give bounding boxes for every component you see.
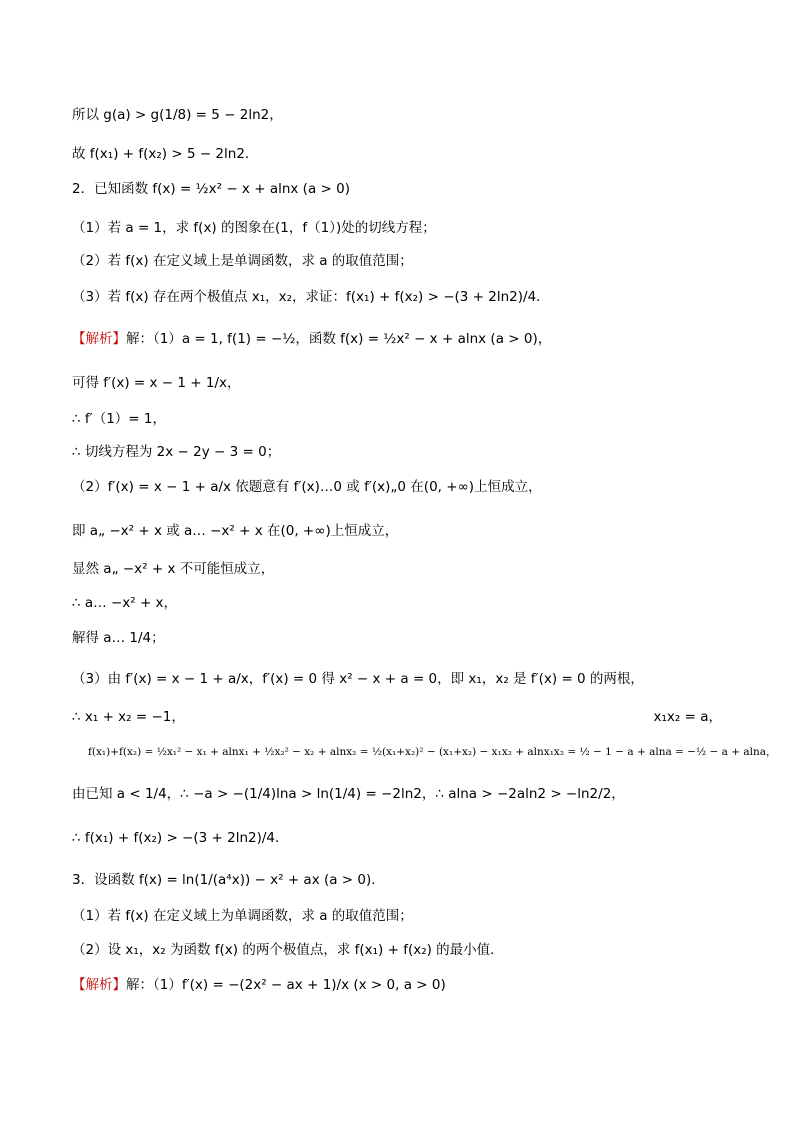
analysis-tag: 【解析】: [72, 977, 126, 993]
solution-line: ∴ 切线方程为 2x − 2y − 3 = 0；: [72, 444, 281, 460]
problem-2-part-3: （3）若 f(x) 存在两个极值点 x₁，x₂，求证：f(x₁) + f(x₂) > −(3 + 2ln2)/4．: [72, 289, 550, 305]
solution-line: ∴ a… −x² + x，: [72, 595, 178, 611]
problem-2-part-2: （2）若 f(x) 在定义域上是单调函数，求 a 的取值范围；: [72, 253, 413, 269]
solution-line: ∴ f(x₁) + f(x₂) > −(3 + 2ln2)/4．: [72, 830, 289, 846]
solution-line: 由已知 a < 1/4，∴ −a > −(1/4)lna > ln(1/4) = −2ln2，∴ alna > −2aln2 > −ln2/2，: [72, 786, 625, 802]
solution-2-start: [72, 330, 722, 348]
problem-2-title: 2．已知函数 f(x) = ½x² − x + alnx (a > 0): [72, 181, 350, 197]
analysis-tag: 【解析】: [72, 331, 126, 347]
solution-line: 可得 f′(x) = x − 1 + 1/x，: [72, 375, 241, 391]
text-line-1: 所以 g(a) > g(1/8) = 5 − 2ln2，: [72, 107, 283, 123]
solution-line: （2）f′(x) = x − 1 + a/x 依题意有 f′(x)…0 或 f′(x)„0 在(0, +∞)上恒成立，: [72, 479, 542, 495]
solution-2-line-1: 解：（1）a = 1, f(1) = −½，函数 f(x) = ½x² − x + alnx (a > 0)，: [126, 331, 552, 347]
solution-3-line-1: 解：（1）f′(x) = −(2x² − ax + 1)/x (x > 0, a > 0): [126, 977, 446, 993]
solution-line-right: x₁x₂ = a，: [653, 709, 722, 725]
solution-3-start: [72, 976, 722, 994]
solution-line: 即 a„ −x² + x 或 a… −x² + x 在(0, +∞)上恒成立，: [72, 523, 399, 539]
problem-3-title: 3．设函数 f(x) = ln(1/(a⁴x)) − x² + ax (a > 0)．: [72, 872, 385, 888]
problem-3-part-2: （2）设 x₁，x₂ 为函数 f(x) 的两个极值点，求 f(x₁) + f(x₂) 的最小值．: [72, 942, 504, 958]
solution-line: 解得 a… 1/4；: [72, 630, 165, 646]
problem-2-part-1: （1）若 a = 1，求 f(x) 的图象在(1，f（1）)处的切线方程；: [72, 220, 436, 236]
solution-line: （3）由 f′(x) = x − 1 + a/x，f′(x) = 0 得 x² − x + a = 0，即 x₁，x₂ 是 f′(x) = 0 的两根，: [72, 671, 644, 687]
text-line-2: 故 f(x₁) + f(x₂) > 5 − 2ln2．: [72, 146, 259, 162]
solution-line: ∴ x₁ + x₂ = −1，: [72, 709, 185, 725]
solution-line-small: f(x₁)+f(x₂) = ½x₁² − x₁ + alnx₁ + ½x₂² − x₂ + alnx₂ = ½(x₁+x₂)² − (x₁+x₂) − x₁x₂ + alnx₁x₂ = ½ − 1 − a + alna = −½ − a + alna，: [88, 746, 777, 758]
solution-line: 显然 a„ −x² + x 不可能恒成立，: [72, 561, 275, 577]
problem-3-part-1: （1）若 f(x) 在定义域上为单调函数，求 a 的取值范围；: [72, 908, 413, 924]
solution-line: ∴ f′（1）= 1，: [72, 411, 166, 427]
